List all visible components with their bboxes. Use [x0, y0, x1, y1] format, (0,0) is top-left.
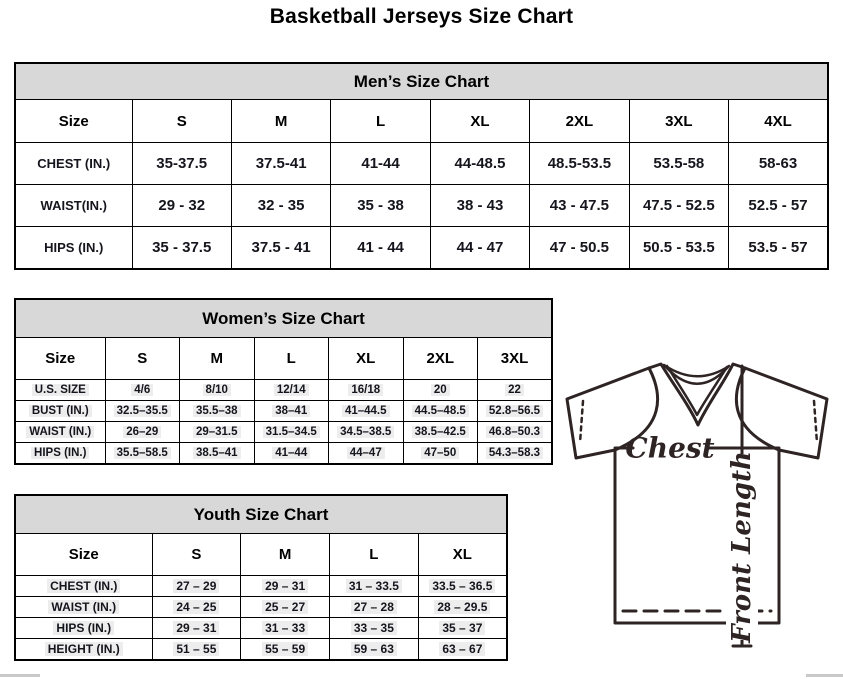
left-cuff-dashed-line [580, 401, 583, 443]
size-header-cell: 2XL [403, 338, 478, 380]
size-header-cell: S [105, 338, 180, 380]
scrollbar-fragment-right [806, 674, 843, 677]
value-cell: 29–31.5 [180, 422, 255, 443]
jersey-measurement-diagram [557, 356, 840, 670]
front-length-label: Front Length [727, 451, 757, 643]
value-cell: 35.5–38 [180, 401, 255, 422]
jersey-outline-shape [567, 364, 827, 623]
size-header-cell: M [180, 338, 255, 380]
value-cell: 47.5 - 52.5 [629, 185, 728, 227]
value-cell: 8/10 [180, 380, 255, 401]
value-cell: 20 [403, 380, 478, 401]
value-cell: 41 - 44 [331, 227, 430, 270]
size-header-row [15, 534, 507, 576]
size-header-cell: M [231, 100, 330, 143]
measurement-row [15, 380, 552, 401]
size-header-cell: 2XL [530, 100, 629, 143]
measurement-row [15, 618, 507, 639]
measurement-row [15, 185, 828, 227]
size-header-cell: L [254, 338, 329, 380]
value-cell: 51 – 55 [152, 639, 241, 661]
value-cell: 35.5–58.5 [105, 443, 180, 465]
value-cell: 29 – 31 [152, 618, 241, 639]
value-cell: 53.5-58 [629, 143, 728, 185]
value-cell: 31.5–34.5 [254, 422, 329, 443]
measurement-row [15, 443, 552, 465]
size-header-cell: 3XL [629, 100, 728, 143]
row-label: U.S. SIZE [15, 380, 105, 401]
row-label: CHEST (IN.) [15, 576, 152, 597]
row-label: BUST (IN.) [15, 401, 105, 422]
value-cell: 35 – 37 [418, 618, 507, 639]
row-label: WAIST(IN.) [15, 185, 132, 227]
size-header-row [15, 338, 552, 380]
size-header-cell: M [241, 534, 330, 576]
value-cell: 22 [478, 380, 553, 401]
value-cell: 53.5 - 57 [729, 227, 828, 270]
value-cell: 47 - 50.5 [530, 227, 629, 270]
measurement-row [15, 143, 828, 185]
value-cell: 29 – 31 [241, 576, 330, 597]
size-header-cell: 4XL [729, 100, 828, 143]
measurement-row [15, 576, 507, 597]
womens-size-chart-table [14, 298, 553, 465]
value-cell: 4/6 [105, 380, 180, 401]
value-cell: 44 - 47 [430, 227, 529, 270]
table-title-row [15, 63, 828, 100]
value-cell: 38–41 [254, 401, 329, 422]
size-header-cell: XL [418, 534, 507, 576]
measurement-row [15, 422, 552, 443]
value-cell: 12/14 [254, 380, 329, 401]
value-cell: 63 – 67 [418, 639, 507, 661]
table-title: Women’s Size Chart [15, 299, 552, 338]
right-cuff-dashed-line [814, 401, 817, 443]
size-header-cell: XL [329, 338, 404, 380]
value-cell: 38.5–41 [180, 443, 255, 465]
mens-size-chart-table [14, 62, 829, 270]
measurement-row [15, 227, 828, 270]
value-cell: 28 – 29.5 [418, 597, 507, 618]
page-title: Basketball Jerseys Size Chart [269, 5, 574, 28]
value-cell: 32.5–35.5 [105, 401, 180, 422]
value-cell: 35 - 38 [331, 185, 430, 227]
chest-label: Chest [625, 431, 715, 465]
table-title: Youth Size Chart [15, 495, 507, 534]
youth-size-chart-table [14, 494, 508, 661]
value-cell: 32 - 35 [231, 185, 330, 227]
value-cell: 33.5 – 36.5 [418, 576, 507, 597]
value-cell: 48.5-53.5 [530, 143, 629, 185]
row-label: HIPS (IN.) [15, 618, 152, 639]
table-title-row [15, 495, 507, 534]
value-cell: 37.5-41 [231, 143, 330, 185]
value-cell: 44.5–48.5 [403, 401, 478, 422]
value-cell: 41–44 [254, 443, 329, 465]
value-cell: 41–44.5 [329, 401, 404, 422]
size-header-cell: L [331, 100, 430, 143]
value-cell: 52.5 - 57 [729, 185, 828, 227]
value-cell: 44-48.5 [430, 143, 529, 185]
value-cell: 59 – 63 [330, 639, 419, 661]
value-cell: 16/18 [329, 380, 404, 401]
size-header-cell: Size [15, 338, 105, 380]
value-cell: 46.8–50.3 [478, 422, 553, 443]
row-label: HEIGHT (IN.) [15, 639, 152, 661]
measurement-row [15, 401, 552, 422]
value-cell: 38.5–42.5 [403, 422, 478, 443]
size-header-cell: XL [430, 100, 529, 143]
row-label: HIPS (IN.) [15, 227, 132, 270]
value-cell: 41-44 [331, 143, 430, 185]
row-label: WAIST (IN.) [15, 597, 152, 618]
value-cell: 31 – 33 [241, 618, 330, 639]
size-header-cell: S [132, 100, 231, 143]
value-cell: 54.3–58.3 [478, 443, 553, 465]
value-cell: 26–29 [105, 422, 180, 443]
size-header-cell: Size [15, 534, 152, 576]
value-cell: 27 – 28 [330, 597, 419, 618]
value-cell: 58-63 [729, 143, 828, 185]
scrollbar-fragment-left [0, 674, 40, 677]
value-cell: 52.8–56.5 [478, 401, 553, 422]
measurement-row [15, 597, 507, 618]
row-label: HIPS (IN.) [15, 443, 105, 465]
value-cell: 27 – 29 [152, 576, 241, 597]
value-cell: 35 - 37.5 [132, 227, 231, 270]
size-header-cell: Size [15, 100, 132, 143]
value-cell: 55 – 59 [241, 639, 330, 661]
size-header-row [15, 100, 828, 143]
value-cell: 50.5 - 53.5 [629, 227, 728, 270]
value-cell: 25 – 27 [241, 597, 330, 618]
size-header-cell: S [152, 534, 241, 576]
value-cell: 44–47 [329, 443, 404, 465]
value-cell: 43 - 47.5 [530, 185, 629, 227]
value-cell: 35-37.5 [132, 143, 231, 185]
row-label: CHEST (IN.) [15, 143, 132, 185]
value-cell: 37.5 - 41 [231, 227, 330, 270]
measurement-row [15, 639, 507, 661]
value-cell: 29 - 32 [132, 185, 231, 227]
row-label: WAIST (IN.) [15, 422, 105, 443]
value-cell: 33 – 35 [330, 618, 419, 639]
table-title: Men’s Size Chart [15, 63, 828, 100]
value-cell: 38 - 43 [430, 185, 529, 227]
value-cell: 47–50 [403, 443, 478, 465]
value-cell: 31 – 33.5 [330, 576, 419, 597]
value-cell: 24 – 25 [152, 597, 241, 618]
value-cell: 34.5–38.5 [329, 422, 404, 443]
size-header-cell: L [330, 534, 419, 576]
size-header-cell: 3XL [478, 338, 553, 380]
table-title-row [15, 299, 552, 338]
